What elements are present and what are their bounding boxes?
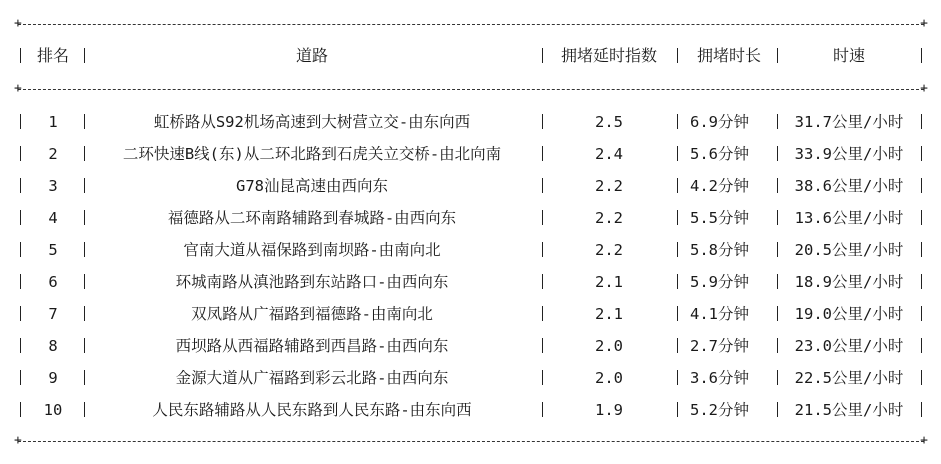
- column-divider: [84, 242, 85, 257]
- cell-road: 福德路从二环南路辅路到春城路-由西向东: [167, 209, 457, 227]
- column-divider: [677, 274, 678, 289]
- column-divider: [84, 114, 85, 129]
- column-divider: [542, 146, 543, 161]
- cell-congestion-duration: 2.7分钟: [690, 337, 749, 355]
- column-divider: [777, 48, 778, 63]
- header-road: 道路: [295, 46, 328, 65]
- column-divider: [542, 402, 543, 417]
- cell-road: 环城南路从滇池路到东站路口-由西向东: [175, 273, 449, 291]
- cell-congestion-duration: 5.9分钟: [690, 273, 749, 291]
- column-divider: [20, 306, 21, 321]
- column-divider: [921, 274, 922, 289]
- column-divider: [84, 146, 85, 161]
- column-divider: [777, 242, 778, 257]
- cell-congestion-index: 2.0: [595, 337, 623, 355]
- column-divider: [84, 306, 85, 321]
- column-divider: [84, 48, 85, 63]
- column-divider: [677, 48, 678, 63]
- column-divider: [921, 306, 922, 321]
- column-divider: [921, 242, 922, 257]
- column-divider: [677, 178, 678, 193]
- cell-speed: 22.5公里/小时: [794, 369, 904, 387]
- cell-road: 金源大道从广福路到彩云北路-由西向东: [175, 369, 449, 387]
- table-row: [0, 206, 941, 230]
- cell-road: G78汕昆高速由西向东: [236, 177, 388, 195]
- header-congestion-duration: 拥堵时长: [696, 46, 761, 65]
- column-divider: [677, 242, 678, 257]
- cell-congestion-index: 2.2: [595, 209, 623, 227]
- column-divider: [542, 306, 543, 321]
- cell-congestion-index: 2.1: [595, 305, 623, 323]
- column-divider: [542, 48, 543, 63]
- cell-congestion-duration: 5.6分钟: [690, 145, 749, 163]
- table-bottom-border: [18, 441, 924, 442]
- cell-rank: 8: [48, 337, 58, 355]
- header-speed: 时速: [832, 46, 865, 65]
- column-divider: [84, 402, 85, 417]
- cell-congestion-duration: 5.2分钟: [690, 401, 749, 419]
- cell-congestion-index: 2.2: [595, 241, 623, 259]
- column-divider: [84, 338, 85, 353]
- column-divider: [921, 338, 922, 353]
- column-divider: [542, 242, 543, 257]
- cell-speed: 13.6公里/小时: [794, 209, 904, 227]
- column-divider: [20, 338, 21, 353]
- column-divider: [677, 402, 678, 417]
- cell-rank: 3: [48, 177, 58, 195]
- column-divider: [677, 114, 678, 129]
- column-divider: [84, 210, 85, 225]
- column-divider: [20, 274, 21, 289]
- cell-road: 双凤路从广福路到福德路-由南向北: [191, 305, 433, 323]
- cell-road: 二环快速B线(东)从二环北路到石虎关立交桥-由北向南: [122, 145, 502, 163]
- column-divider: [84, 274, 85, 289]
- cell-congestion-index: 2.1: [595, 273, 623, 291]
- cell-road: 虹桥路从S92机场高速到大树营立交-由东向西: [153, 113, 471, 131]
- table-row: [0, 302, 941, 326]
- column-divider: [677, 210, 678, 225]
- column-divider: [921, 210, 922, 225]
- column-divider: [777, 402, 778, 417]
- cell-road: 人民东路辅路从人民东路到人民东路-由东向西: [152, 401, 472, 419]
- cell-congestion-duration: 3.6分钟: [690, 369, 749, 387]
- cell-rank: 4: [48, 209, 58, 227]
- column-divider: [921, 178, 922, 193]
- header-congestion-index: 拥堵延时指数: [560, 46, 657, 65]
- column-divider: [84, 370, 85, 385]
- column-divider: [20, 48, 21, 63]
- cell-congestion-index: 1.9: [595, 401, 623, 419]
- column-divider: [20, 242, 21, 257]
- cell-speed: 31.7公里/小时: [794, 113, 904, 131]
- cell-rank: 9: [48, 369, 58, 387]
- column-divider: [20, 146, 21, 161]
- column-divider: [777, 370, 778, 385]
- cell-congestion-index: 2.4: [595, 145, 623, 163]
- column-divider: [542, 178, 543, 193]
- cell-speed: 18.9公里/小时: [794, 273, 904, 291]
- column-divider: [20, 402, 21, 417]
- column-divider: [542, 338, 543, 353]
- column-divider: [677, 306, 678, 321]
- column-divider: [20, 370, 21, 385]
- table-row: [0, 398, 941, 422]
- column-divider: [84, 178, 85, 193]
- column-divider: [542, 210, 543, 225]
- column-divider: [777, 338, 778, 353]
- column-divider: [921, 114, 922, 129]
- cell-congestion-duration: 5.8分钟: [690, 241, 749, 259]
- column-divider: [677, 370, 678, 385]
- cell-speed: 21.5公里/小时: [794, 401, 904, 419]
- cell-speed: 20.5公里/小时: [794, 241, 904, 259]
- column-divider: [777, 146, 778, 161]
- column-divider: [777, 306, 778, 321]
- column-divider: [542, 274, 543, 289]
- column-divider: [20, 210, 21, 225]
- cell-congestion-duration: 4.2分钟: [690, 177, 749, 195]
- column-divider: [921, 48, 922, 63]
- cell-rank: 5: [48, 241, 58, 259]
- table-row: [0, 110, 941, 134]
- cell-rank: 6: [48, 273, 58, 291]
- table-header-row: [0, 44, 941, 68]
- cell-congestion-index: 2.5: [595, 113, 623, 131]
- column-divider: [921, 370, 922, 385]
- column-divider: [777, 274, 778, 289]
- cell-congestion-duration: 4.1分钟: [690, 305, 749, 323]
- column-divider: [777, 210, 778, 225]
- cell-speed: 23.0公里/小时: [794, 337, 904, 355]
- cell-congestion-duration: 5.5分钟: [690, 209, 749, 227]
- cell-rank: 10: [43, 401, 63, 419]
- cell-congestion-index: 2.0: [595, 369, 623, 387]
- column-divider: [777, 114, 778, 129]
- table-row: [0, 366, 941, 390]
- column-divider: [921, 402, 922, 417]
- cell-rank: 7: [48, 305, 58, 323]
- column-divider: [542, 114, 543, 129]
- header-rank: 排名: [36, 46, 69, 65]
- column-divider: [20, 114, 21, 129]
- cell-rank: 1: [48, 113, 58, 131]
- cell-rank: 2: [48, 145, 58, 163]
- cell-speed: 38.6公里/小时: [794, 177, 904, 195]
- column-divider: [677, 146, 678, 161]
- table-header-border: [18, 89, 924, 90]
- cell-road: 官南大道从福保路到南坝路-由南向北: [183, 241, 441, 259]
- table-top-border: [18, 24, 924, 25]
- cell-speed: 33.9公里/小时: [794, 145, 904, 163]
- table-row: [0, 174, 941, 198]
- table-row: [0, 334, 941, 358]
- table-row: [0, 238, 941, 262]
- cell-road: 西坝路从西福路辅路到西昌路-由西向东: [175, 337, 449, 355]
- table-row: [0, 270, 941, 294]
- column-divider: [20, 178, 21, 193]
- column-divider: [921, 146, 922, 161]
- column-divider: [677, 338, 678, 353]
- cell-congestion-index: 2.2: [595, 177, 623, 195]
- cell-congestion-duration: 6.9分钟: [690, 113, 749, 131]
- column-divider: [542, 370, 543, 385]
- column-divider: [777, 178, 778, 193]
- cell-speed: 19.0公里/小时: [794, 305, 904, 323]
- table-row: [0, 142, 941, 166]
